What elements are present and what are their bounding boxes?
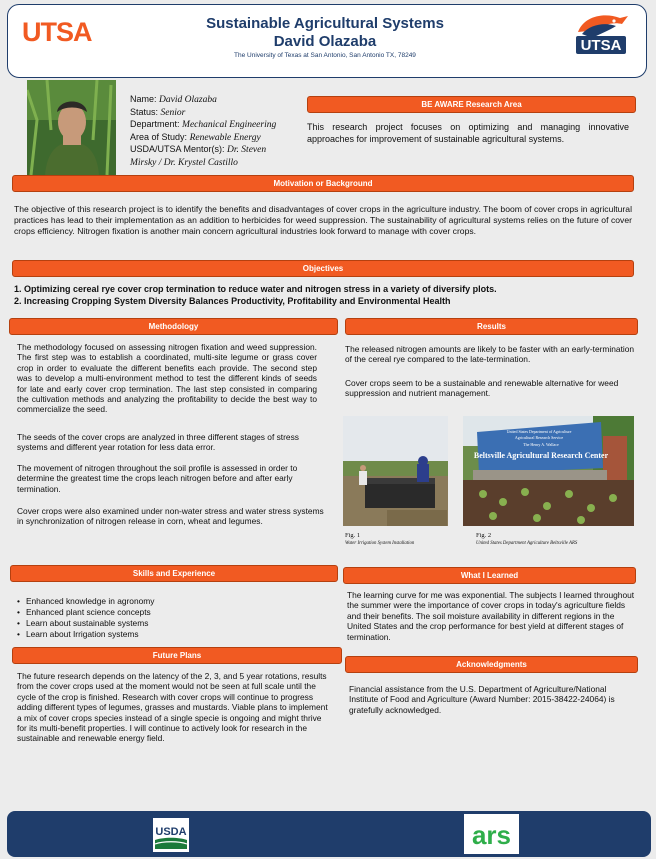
skill-item-1: • Enhanced knowledge in agronomy	[17, 596, 327, 607]
author-photo	[27, 80, 116, 175]
methodology-p1: The methodology focused on assessing nitrogen fixation and weed suppression. The first step was to establish a coordinated, multi-site legume or grass cover crop in order to evaluate the different benefits each provide. The second step was to develop a multi-environment method to test the different kinds of seeds for late and early cover crop termination. The last step consisted in comparing the cultivation methods and analyzing the profitability to decide the best way to commercialize the seed.	[17, 342, 317, 415]
mentor-value-1: Dr. Steven	[227, 145, 267, 155]
future-text: The future research depends on the latency of the 2, 3, and 5 year rotations, results from the cover crops used at the moment would not be seen at full scale until the cycle of the crop is finished. Research with cover crops will continue to progress adding different types of legumes, grasses and mustards. Viable plans to implement a mix of cover crops species instead of a single specie is ongoing and might thrive for its multi-benefit properties. I will continue to actively look for research in the sustainable and renewable energy field.	[17, 671, 328, 744]
status-value: Senior	[160, 107, 186, 118]
mentor-value-2: Mirsky / Dr. Krystel Castillo	[130, 157, 238, 168]
methodology-p2: The seeds of the cover crops are analyzed in three different stages of stress systems and different year rotation for less data error.	[17, 432, 299, 453]
ack-text: Financial assistance from the U.S. Department of Agriculture/National Institute of Food and Agriculture (Award Number: 2015-38422-24064) is gratefully acknowledged.	[349, 684, 615, 715]
area-label: Area of Study:	[130, 131, 188, 142]
learned-heading: What I Learned	[343, 567, 636, 584]
aware-text: This research project focuses on optimizing and managing innovative approaches for improvement of sustainable agricultural systems.	[307, 122, 629, 144]
objective-item-2: 2. Increasing Cropping System Diversity Balances Productivity, Profitability and Environmental Health	[14, 296, 451, 306]
methodology-heading: Methodology	[9, 318, 338, 335]
skills-list	[17, 596, 327, 640]
status-label: Status:	[130, 106, 159, 117]
motivation-heading: Motivation or Background	[12, 175, 634, 192]
objectives-heading: Objectives	[12, 260, 634, 277]
usda-logo	[153, 818, 189, 852]
poster-title: Sustainable Agricultural Systems	[206, 15, 444, 32]
ack-heading: Acknowledgments	[345, 656, 638, 673]
sign-line-4: Beltsville Agricultural Research Center	[473, 451, 609, 460]
area-value: Renewable Energy	[189, 132, 261, 143]
results-p1: The released nitrogen amounts are likely to be faster with an early-termination of the cereal rye compared to the late-termination.	[345, 344, 635, 365]
mentor-label: USDA/UTSA Mentor(s):	[130, 144, 225, 154]
aware-heading: BE AWARE Research Area	[307, 96, 636, 113]
university-address: The University of Texas at San Antonio, San Antonio TX, 78249	[234, 52, 416, 59]
skill-item-3: • Learn about sustainable systems	[17, 618, 327, 629]
sign-line-3: The Henry A. Wallace	[523, 442, 559, 447]
methodology-p3: The movement of nitrogen throughout the soil profile is assessed in order to determine the greatest time the crops leach nitrogen before and after early termination.	[17, 463, 298, 494]
objective-item-1: 1. Optimizing cereal rye cover crop termination to reduce water and nitrogen stress in a variety of diversify plots.	[14, 284, 497, 294]
sign-line-1: United States Department of Agriculture	[506, 429, 572, 434]
learned-text: The learning curve for me was exponential. The subjects I learned throughout the summer were the importance of cover crops in today's agriculture fields and their benefits. The soil moisture availability in different regions in the United States and the crop performance for best yield at different stages of termination.	[347, 590, 635, 642]
utsa-roadrunner-logo	[570, 10, 632, 58]
figure-2-beltsville-sign-photo	[463, 416, 634, 526]
motivation-text: The objective of this research project is to identify the benefits and disadvantages of cover crops in the agriculture industry. The boom of cover crops in agricultural practices has lead to their implementation as an addition to herbicides for weed suppression. The sustainability of agricultural systems relies on the future of cover crops efficiency. Nitrogen fixation is another main concern agricultural industries look forward to manage with cover crops.	[14, 204, 632, 236]
author-info	[130, 94, 305, 169]
figure-1-caption: Water Irrigation System Installation	[345, 541, 415, 546]
results-heading: Results	[345, 318, 638, 335]
objectives-list	[14, 283, 644, 307]
sign-line-2: Agricultural Research Service	[514, 435, 564, 440]
figure-1-irrigation-photo	[343, 416, 448, 526]
figure-2-caption: United States Department Agriculture Beltsville ARS	[476, 541, 578, 546]
department-value: Mechanical Engineering	[182, 120, 277, 130]
future-heading: Future Plans	[12, 647, 342, 664]
name-value: David Olazaba	[159, 95, 217, 105]
figure-1-number: Fig. 1	[345, 532, 361, 539]
figure-2-number: Fig. 2	[476, 532, 492, 539]
department-label: Department:	[130, 119, 180, 129]
results-p2: Cover crops seem to be a sustainable and renewable alternative for weed suppression and nutrient management.	[345, 378, 619, 399]
poster-footer	[7, 811, 651, 857]
methodology-p4: Cover crops were also examined under non-water stress and water stress systems in synchronization of nitrogen release in corn, wheat and legumes.	[17, 506, 324, 527]
skills-heading: Skills and Experience	[10, 565, 338, 582]
skill-item-4: • Learn about Irrigation systems	[17, 629, 327, 640]
utsa-logo-left: UTSA	[22, 17, 92, 47]
utsa-logo-right-text: UTSA	[580, 37, 622, 54]
usda-logo-text: USDA	[155, 826, 187, 838]
skill-item-2: • Enhanced plant science concepts	[17, 607, 327, 618]
ars-logo	[464, 814, 519, 854]
ars-logo-text: ars	[471, 820, 512, 850]
name-label: Name:	[130, 94, 157, 104]
author-name: David Olazaba	[273, 33, 377, 50]
